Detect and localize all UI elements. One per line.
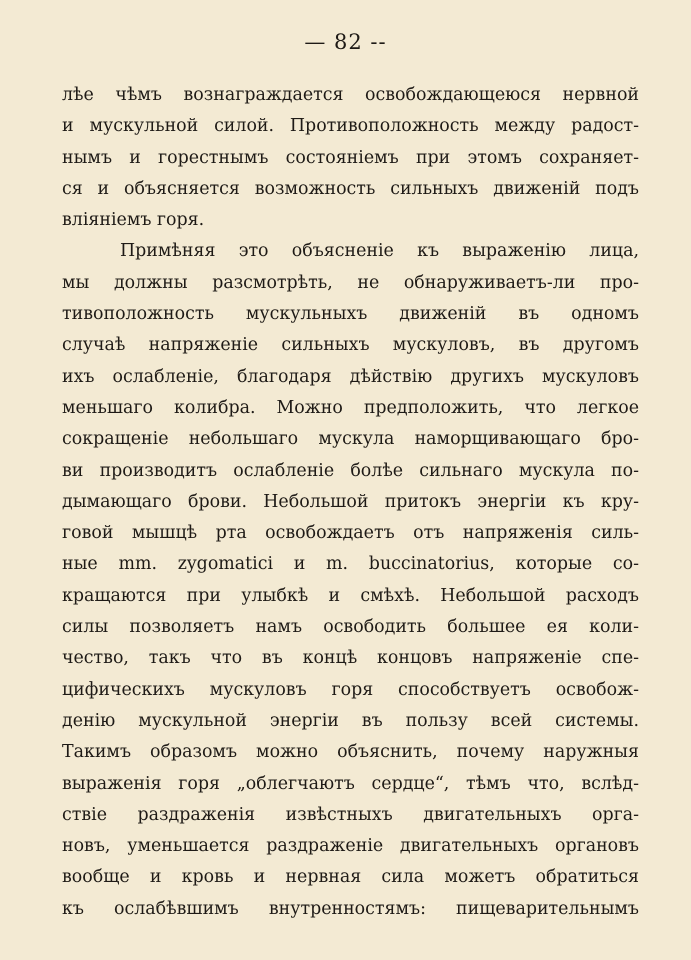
- body-text: [62, 80, 639, 925]
- text-line: новъ, уменьшается раздраженіе двигательныхъ органовъ: [62, 836, 639, 857]
- text-line: ви производитъ ослабленіе болѣе сильнаго мускула по-: [62, 460, 639, 481]
- text-line: и мускульной силой. Противоположность между радост-: [62, 116, 639, 137]
- text-line: случаѣ напряженіе сильныхъ мускуловъ, въ другомъ: [62, 335, 639, 356]
- text-line: вліяніемъ горя.: [62, 210, 205, 231]
- text-line: ся и объясняется возможность сильныхъ движеній подъ: [62, 178, 639, 199]
- text-line: денію мускульной энергіи въ пользу всей системы.: [62, 710, 639, 731]
- page-number: — 82 --: [304, 30, 387, 54]
- text-line: сокращеніе небольшаго мускула наморщивающаго бро-: [62, 429, 639, 450]
- text-line: Такимъ образомъ можно объяснить, почему наружныя: [62, 742, 639, 763]
- text-line: тивоположность мускульныхъ движеній въ одномъ: [62, 304, 639, 325]
- text-line: говой мышцѣ рта освобождаетъ отъ напряженія силь-: [62, 523, 639, 544]
- text-line: цифическихъ мускуловъ горя способствуетъ освобож-: [62, 679, 639, 700]
- text-line: чество, такъ что въ концѣ концовъ напряженіе спе-: [62, 648, 639, 669]
- text-line: вообще и кровь и нервная сила можетъ обратиться: [62, 867, 639, 888]
- text-line: ные mm. zygomatici и m. buccinatorius, которые со-: [62, 554, 639, 575]
- text-line: дымающаго брови. Небольшой притокъ энергіи къ кру-: [62, 491, 639, 512]
- text-line: нымъ и горестнымъ состояніемъ при этомъ сохраняет-: [62, 147, 639, 168]
- text-line: мы должны разсмотрѣть, не обнаруживаетъ-ли про-: [62, 272, 639, 293]
- text-line: лѣе чѣмъ вознаграждается освобождающеюся нервной: [62, 85, 639, 105]
- text-line: силы позволяетъ намъ освободить большее ея коли-: [62, 617, 639, 638]
- text-line: меньшаго колибра. Можно предположить, что легкое: [62, 397, 639, 418]
- text-line: къ ослабѣвшимъ внутренностямъ: пищеварительнымъ: [62, 898, 639, 919]
- text-line: кращаются при улыбкѣ и смѣхѣ. Небольшой расходъ: [62, 585, 639, 606]
- text-line: выраженія горя „облегчаютъ сердце“, тѣмъ что, вслѣд-: [62, 773, 639, 794]
- text-line: ствіе раздраженія извѣстныхъ двигательныхъ орга-: [62, 804, 639, 825]
- text-line: ихъ ослабленіе, благодаря дѣйствію другихъ мускуловъ: [62, 366, 639, 387]
- paragraph-start-line: Примѣняя это объясненіе къ выраженію лица,: [120, 241, 639, 262]
